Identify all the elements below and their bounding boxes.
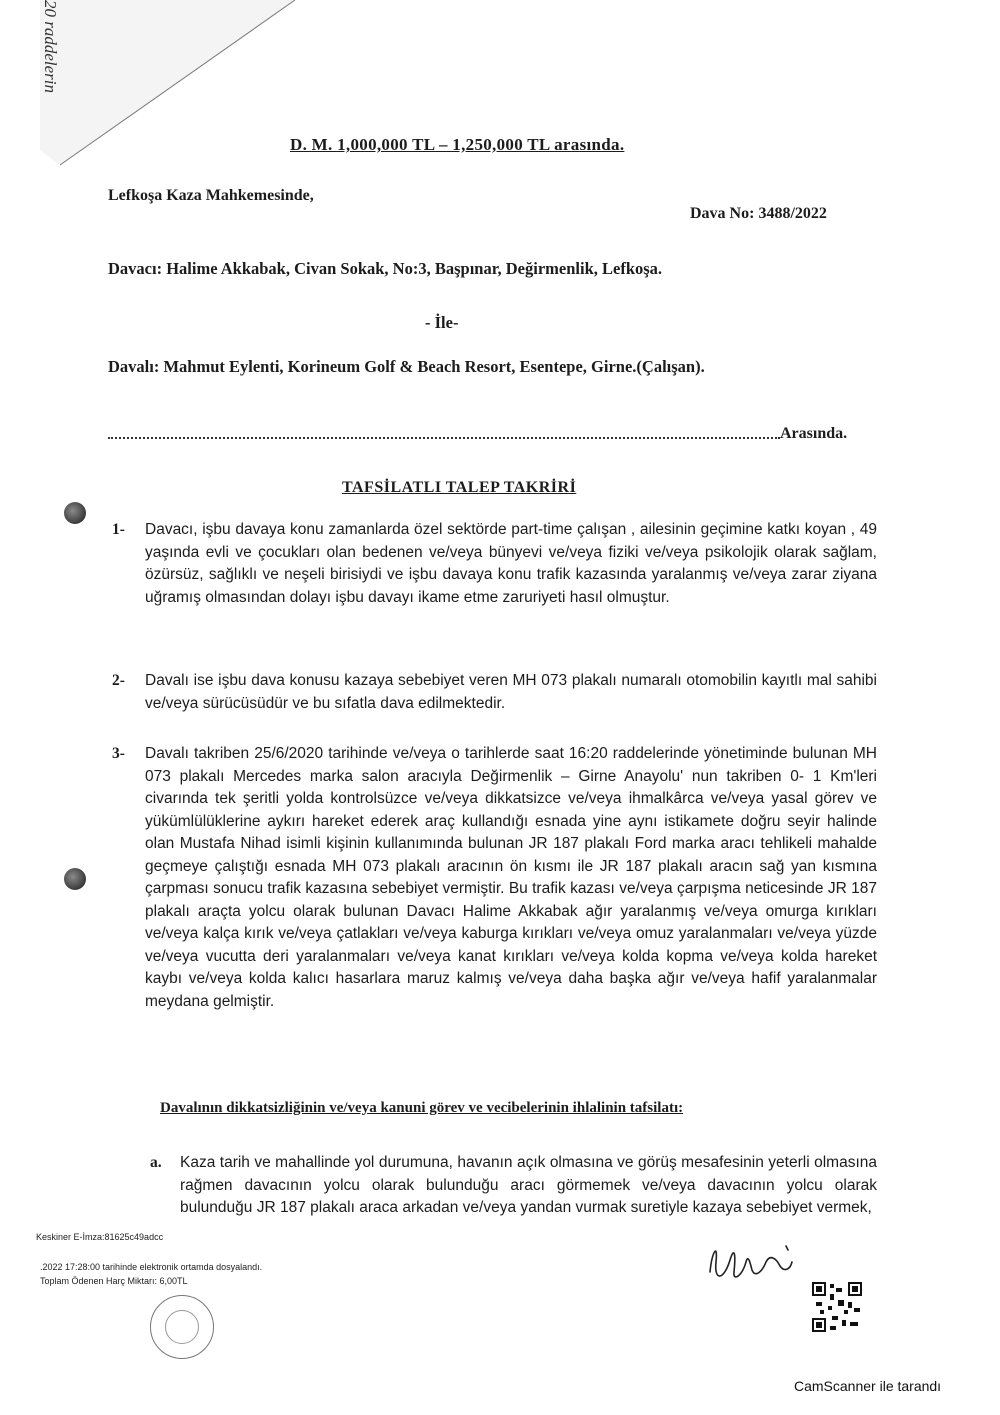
folded-corner (40, 0, 300, 170)
e-signature-stamp: Keskiner E-İmza:81625c49adcc (36, 1232, 164, 1242)
with-separator: - İle- (425, 313, 459, 332)
paragraph-number: 1- (112, 521, 125, 538)
case-number: Dava No: 3488/2022 (690, 205, 827, 222)
paragraph-text: Davalı ise işbu dava konusu kazaya sebebiyet veren MH 073 plakalı numaralı otomobilin kayıtlı mal sahibi ve/veya sürücüsüdür ve bu sıfatla dava edilmektedir. (145, 672, 877, 712)
punch-hole (64, 502, 86, 524)
paragraph-number: 2- (112, 672, 125, 689)
scanner-watermark: CamScanner ile tarandı (794, 1378, 942, 1394)
subparagraph-letter: a. (150, 1154, 162, 1171)
court-name: Lefkoşa Kaza Mahkemesinde, (108, 187, 314, 204)
section-heading: Davalının dikkatsizliğinin ve/veya kanuni görev ve vecibelerinin ihlalinin tafsilatı: (160, 1100, 684, 1116)
subparagraph-text: Kaza tarih ve mahallinde yol durumuna, havanın açık olmasına ve görüş mesafesinin yeterli olmasına rağmen davacının yolcu olarak bulunduğu aracı görmemek ve/veya davacının yolcu olarak bulunduğu JR 187 plakalı araca arkadan ve/veya yandan vurmak suretiyle kazaya sebebiyet vermek, (180, 1154, 877, 1216)
document-title: TAFSİLATLI TALEP TAKRİRİ (342, 479, 577, 496)
paragraph-3 (112, 743, 877, 1013)
filing-timestamp: .2022 17:28:00 tarihinde elektronik ortamda dosyalandı. (40, 1262, 263, 1272)
paragraph-1 (112, 519, 877, 609)
court-seal-emblem (165, 1310, 199, 1344)
qr-code-icon (812, 1282, 862, 1332)
paragraph-text: Davalı takriben 25/6/2020 tarihinde ve/veya o tarihlerde saat 16:20 raddelerinde yönetiminde bulunan MH 073 plakalı Mercedes marka salon aracıyla Değirmenlik – Girne Anayolu' nun takriben 0- 1 Km'leri civarında tek şeritli yolda kontrolsüzce ve/veya dikkatsizce ve/veya ihmalkârca ve/veya yasal görev ve yükümlülüklerine aykırı hareket ederek araç kullandığı esnada yine aynı istikamete doğru seyir halinde olan Mustafa Nihad isimli kişinin kullanımında bulunan JR 187 plakalı Ford marka aracı tehlikeli mahalde geçmeye çalıştığı esnada MH 073 plakalı aracının ön kısmı ile JR 187 plakalı aracın sağ yan kısmına çarpması sonucu trafik kazasına sebebiyet vermiştir. Bu trafik kazası ve/veya çarpışma neticesinde JR 187 plakalı araçta yolcu olarak bulunan Davacı Halime Akkabak ağır yaralanmış ve/veya omurga kırıkları ve/veya kalça kırık ve/veya çatlakları ve/veya kaburga kırıkları ve/veya omuz yaralanmaları ve/veya yüzde ve/veya vucutta deri yaralanmaları ve/veya kanat kırıkları ve/veya kolda kopma ve/veya kolda hareket kaybı ve/veya kolda kalıcı hasarlara maruz kalmış ve/veya daha başka ağır ve/veya hafif yaralanmalar meydana gelmiştir. (145, 745, 877, 1010)
between-label: Arasında. (780, 425, 848, 442)
handwritten-signature (700, 1232, 810, 1292)
punch-hole (64, 868, 86, 890)
subparagraph-a (150, 1152, 877, 1220)
paragraph-number: 3- (112, 745, 125, 762)
paragraph-2 (112, 670, 877, 715)
paragraph-text: Davacı, işbu davaya konu zamanlarda özel sektörde part-time çalışan , ailesinin geçimine katkı koyan , 49 yaşında evli ve çocukları olan bedenen ve/veya bünyevi ve/veya fiziki ve/veya psikolojik olarak sağlam, özürsüz, sağlıklı ve neşeli birisiydi ve işbu davaya konu trafik kazasında yaralanmış ve/veya zarar ziyana uğramış olmasından dolayı işbu davayı ikame etme zaruriyeti hasıl olmuştur. (145, 521, 877, 606)
plaintiff-line: Davacı: Halime Akkabak, Civan Sokak, No:3, Başpınar, Değirmenlik, Lefkoşa. (108, 259, 663, 278)
fee-paid: Toplam Ödenen Harç Miktarı: 6,00TL (40, 1276, 188, 1286)
corner-fragment-text (0, 0, 60, 34)
claim-amount-header: D. M. 1,000,000 TL – 1,250,000 TL arasında. (290, 135, 625, 154)
defendant-line: Davalı: Mahmut Eylenti, Korineum Golf & Beach Resort, Esentepe, Girne.(Çalışan). (108, 357, 705, 376)
dotted-divider (108, 427, 780, 439)
